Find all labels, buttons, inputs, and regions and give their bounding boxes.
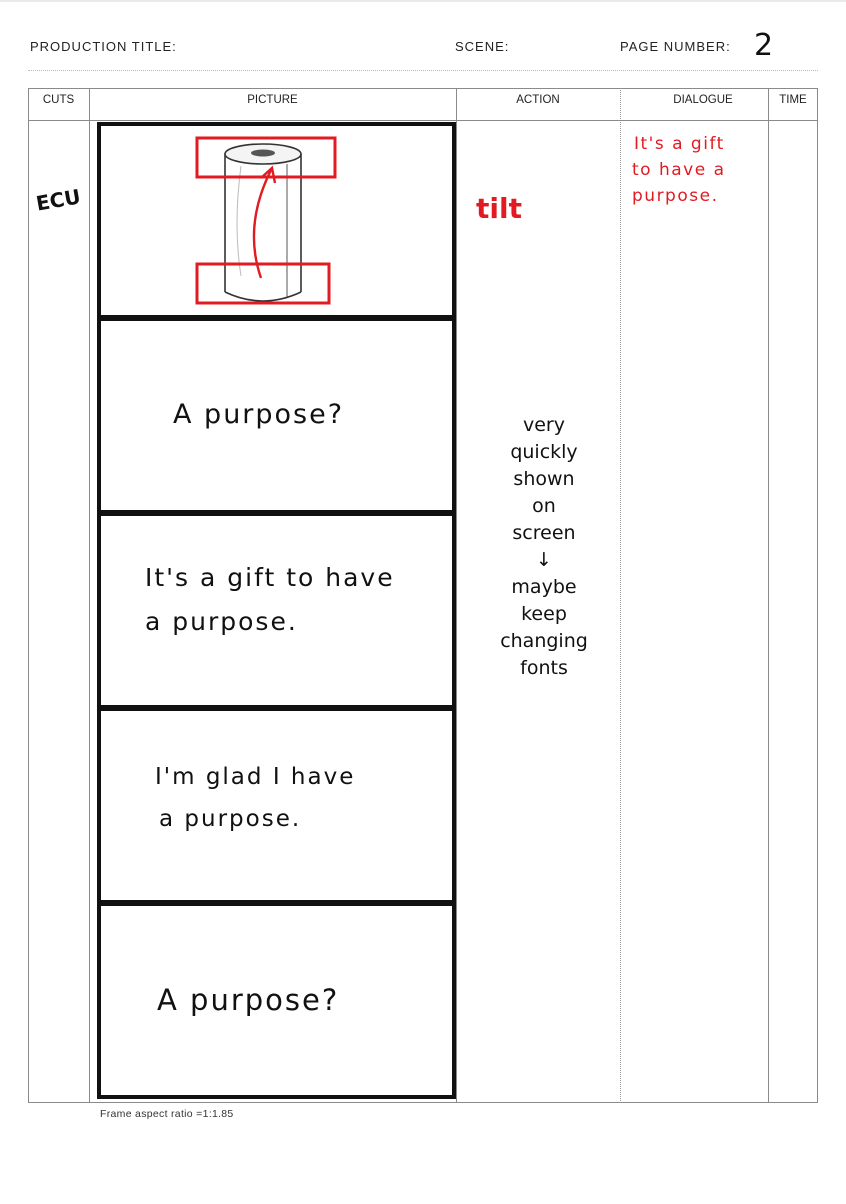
paper-towel-roll-sketch <box>101 126 452 315</box>
picture-column-divider <box>456 88 457 1103</box>
scene-label: SCENE: <box>455 39 510 54</box>
page-number: 2 <box>754 28 774 63</box>
header-divider <box>28 70 818 71</box>
frame-3-line-1: It's a gift to have <box>145 563 395 592</box>
storyboard-frame-3 <box>97 512 456 709</box>
frame-4-line-2: a purpose. <box>159 806 302 832</box>
production-title-label: PRODUCTION TITLE: <box>30 39 177 54</box>
frame-5-line-1: A purpose? <box>157 983 340 1017</box>
curved-up-arrow-icon <box>254 170 271 278</box>
column-header-time: TIME <box>779 94 807 106</box>
action-dialogue-divider <box>620 88 622 1103</box>
action-note-line: changing <box>500 630 588 652</box>
down-arrow-note: ↓ <box>536 549 552 571</box>
time-column-divider <box>768 88 769 1103</box>
column-header-picture: PICTURE <box>247 94 298 106</box>
column-header-cuts: CUTS <box>42 94 75 106</box>
action-note-line: screen <box>512 522 576 544</box>
column-header-dialogue: DIALOGUE <box>673 94 733 106</box>
storyboard-frame-2 <box>97 317 456 514</box>
frame-4-line-1: I'm glad I have <box>155 764 356 790</box>
page-top-edge <box>0 0 846 2</box>
cut-label: ECU <box>34 184 83 216</box>
column-header-action: ACTION <box>516 94 560 106</box>
action-note-line: quickly <box>510 441 578 463</box>
dialogue-line-2: to have a <box>632 160 726 180</box>
dialogue-line-1: It's a gift <box>634 134 725 154</box>
storyboard-frame-1 <box>97 122 456 319</box>
action-tilt: tilt <box>476 192 522 225</box>
action-note-line: maybe <box>511 576 577 598</box>
storyboard-frame-4 <box>97 707 456 904</box>
action-note-line: on <box>532 495 556 517</box>
header-row-divider <box>28 120 818 121</box>
frame-aspect-ratio: Frame aspect ratio =1:1.85 <box>100 1108 234 1120</box>
action-note-line: keep <box>521 603 567 625</box>
cuts-column-divider <box>89 88 90 1103</box>
action-note-line: very <box>523 414 565 436</box>
frame-2-line-1: A purpose? <box>173 399 345 430</box>
dialogue-line-3: purpose. <box>632 186 719 206</box>
page-number-label: PAGE NUMBER: <box>620 39 731 54</box>
storyboard-frame-5 <box>97 902 456 1099</box>
action-notes <box>474 412 614 682</box>
frame-3-line-2: a purpose. <box>145 607 298 636</box>
action-note-line: fonts <box>520 657 568 679</box>
action-note-line: shown <box>513 468 575 490</box>
